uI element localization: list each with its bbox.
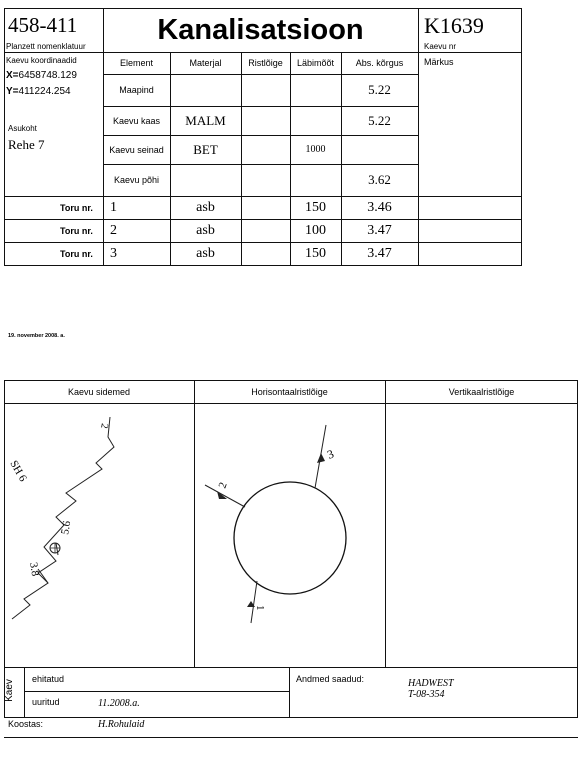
y-coordinate [6,86,71,97]
panel-title-horisontaal: Horisontaalristlõige [251,386,328,397]
toru-korgus: 3.46 [367,199,392,215]
bottom-rule [4,737,578,738]
footer-line [4,667,578,668]
panel-title-vertikaal: Vertikaalristlõige [448,386,515,397]
y-value: 411224.254 [18,86,71,97]
toru-labimoot: 150 [305,199,326,215]
toru-nr: 3 [110,246,117,261]
header-element: Element [119,58,154,68]
header-materjal: Materjal [189,58,222,68]
footer-divider [24,667,25,718]
row-materjal: BET [193,141,218,157]
row-korgus: 5.22 [368,82,391,97]
row-materjal: MALM [185,112,226,128]
koostas-value: H.Rohulaid [98,719,145,730]
asukoht-label: Asukoht [8,124,37,133]
pipe-1-number: 1 [254,605,266,611]
pipe-3-arrow [317,453,325,463]
toru-label: Toru nr. [60,225,93,236]
x-label: X= [6,70,19,81]
toru-materjal: asb [196,222,215,238]
pipe-2-number: 2 [216,480,230,491]
toru-label: Toru nr. [60,249,93,259]
panel-title-sidemed: Kaevu sidemed [67,386,131,397]
toru-nr: 2 [110,222,117,238]
kaev-label: Kaev [3,679,15,702]
panel-header-line [4,403,578,404]
ehitatud-label: ehitatud [32,674,65,684]
footer-line [24,691,289,692]
toru-korgus: 3.47 [367,246,392,261]
andmed-value-1: HADWEST [408,678,454,689]
row-labimoot: 1000 [305,144,326,155]
koostas-label: Koostas: [8,719,44,729]
kaevu-nr: K1639 [424,13,484,38]
mark-sh: SH 6 [7,458,29,484]
toru-korgus: 3.47 [367,222,392,238]
markus-label: Märkus [424,57,454,67]
row-element: Maapind [119,85,154,95]
row-element: Kaevu kaas [112,115,161,126]
mark-number: 2 [98,422,110,430]
header-labimoot: Läbimõõt [296,58,335,68]
x-coordinate [6,70,77,81]
row-korgus: 3.62 [368,172,391,187]
toru-label: Toru nr. [60,202,93,213]
header-korgus: Abs. kõrgus [355,58,404,68]
table-line [241,52,242,266]
kaevu-nr-label: Kaevu nr [424,42,457,51]
page-title: Kanalisatsioon [157,13,364,46]
uuritud-value: 11.2008.a. [98,698,140,709]
row-element: Kaevu põhi [113,175,160,185]
planzett-label: Planzett nomenklatuur [6,42,86,51]
coords-label: Kaevu koordinaadid [6,56,77,65]
header-ristloige: Ristlõige [248,58,283,68]
mark-56: 5.6 [59,519,74,536]
toru-materjal: asb [196,199,215,215]
panel-divider [385,380,386,667]
x-value: 6458748.129 [18,70,77,81]
y-label: Y= [6,86,19,97]
divider [418,8,419,266]
horisontaal-sketch [195,405,385,665]
planzett-number: 458-411 [8,13,78,37]
well-circle [234,482,346,594]
toru-nr: 1 [110,199,117,215]
wall-outline [12,417,114,619]
footer-divider [289,667,290,718]
toru-labimoot: 100 [305,222,326,238]
andmed-label: Andmed saadud: [296,674,365,684]
pipe-1-line [251,581,257,623]
toru-materjal: asb [196,246,215,261]
andmed-value-2: T-08-354 [408,689,445,700]
toru-labimoot: 150 [305,246,326,261]
row-korgus: 5.22 [368,112,391,128]
date-line: 19. november 2008. a. [8,333,65,339]
uuritud-label: uuritud [32,697,60,707]
pipe-3-number: 3 [325,446,336,462]
sidemed-sketch [4,405,194,665]
row-element: Kaevu seinad [109,144,164,155]
pipe-2-arrow [217,491,227,499]
mark-38: 3.8 [27,561,42,578]
asukoht-value: Rehe 7 [8,137,45,152]
